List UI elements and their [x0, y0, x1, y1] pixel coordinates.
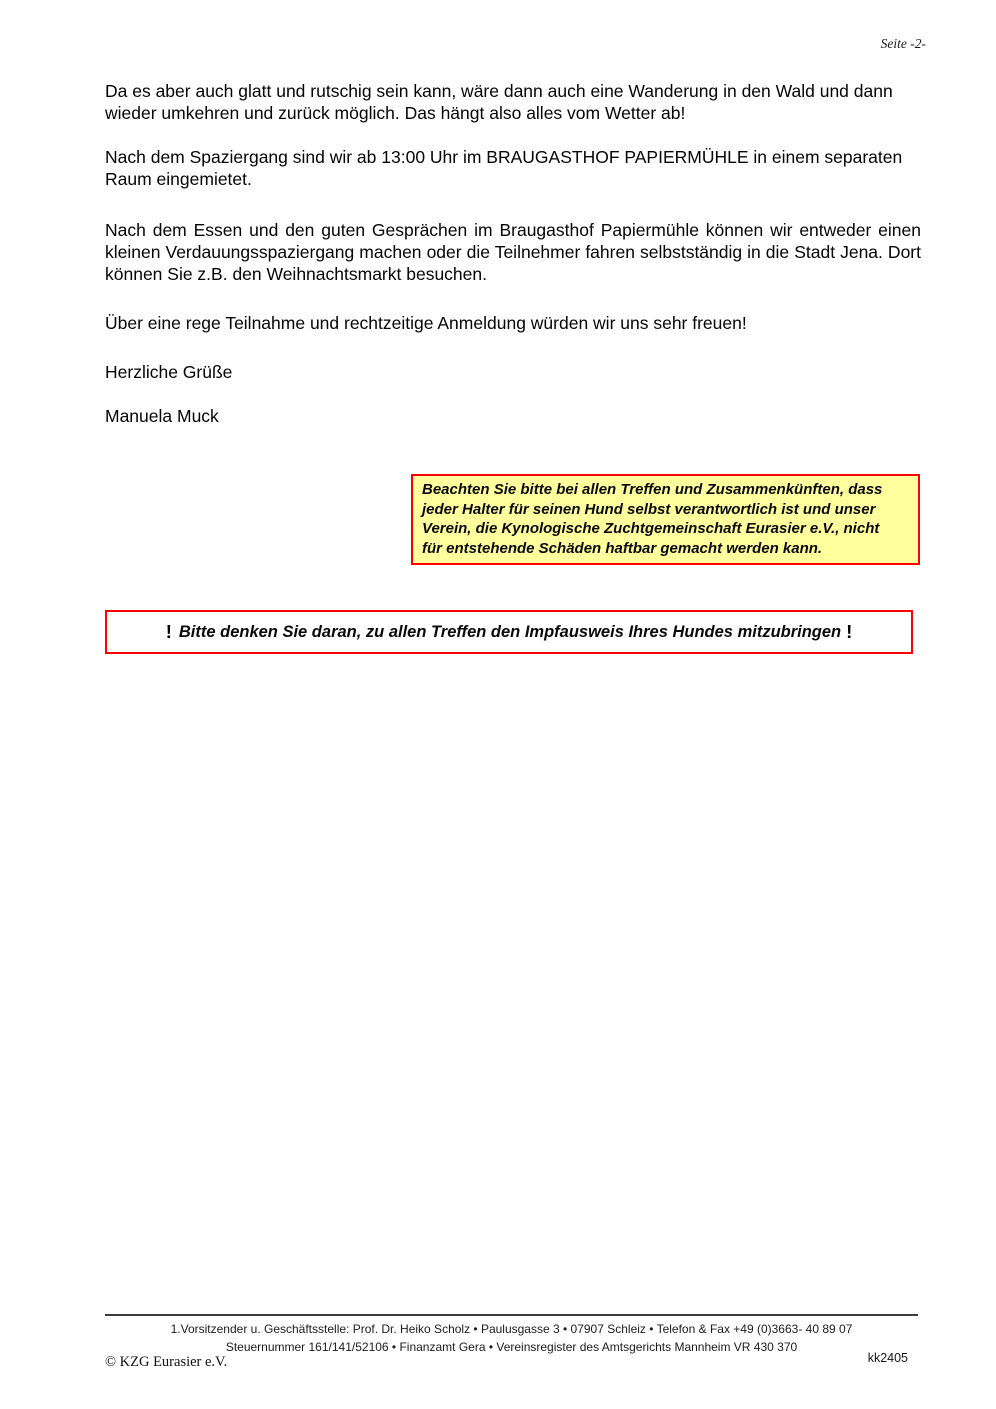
closing-greeting: Herzliche Grüße	[105, 362, 233, 382]
liability-notice-box: Beachten Sie bitte bei allen Treffen und Zusammenkünften, dass jeder Halter für seinen Hund selbst verantwortlich ist und unser Verein, die Kynologische Zuchtgemeinschaft Eurasier e.V., nicht für entstehende Schäden haftbar gemacht werden kann.	[411, 474, 920, 565]
document-code: kk2405	[867, 1351, 908, 1365]
signature-name: Manuela Muck	[105, 406, 219, 426]
paragraph-afternoon-plans: Nach dem Essen und den guten Gesprächen im Braugasthof Papiermühle können wir entweder einen kleinen Verdauungsspaziergang machen oder die Teilnehmer fahren selbstständig in die Stadt Jena. Dort können Sie z.B. den Weihnachtsmarkt besuchen.	[105, 220, 921, 284]
exclamation-mark-left: !	[165, 620, 172, 642]
paragraph-participation-request: Über eine rege Teilnahme und rechtzeitige Anmeldung würden wir uns sehr freuen!	[105, 313, 747, 333]
page-number: Seite -2-	[880, 36, 926, 51]
footer-contact-line: 1.Vorsitzender u. Geschäftsstelle: Prof. Dr. Heiko Scholz • Paulusgasse 3 • 07907 Schleiz • Telefon & Fax +49 (0)3663- 40 89 07	[170, 1322, 853, 1336]
copyright-notice: © KZG Eurasier e.V.	[105, 1354, 228, 1370]
exclamation-mark-right: !	[846, 620, 853, 642]
paragraph-lunch-location: Nach dem Spaziergang sind wir ab 13:00 Uhr im BRAUGASTHOF PAPIERMÜHLE in einem separaten Raum eingemietet.	[105, 147, 903, 189]
paragraph-weather-note: Da es aber auch glatt und rutschig sein kann, wäre dann auch eine Wanderung in den Wald und dann wieder umkehren und zurück möglich. Das hängt also alles vom Wetter ab!	[105, 81, 893, 123]
vaccination-reminder-text: Bitte denken Sie daran, zu allen Treffen den Impfausweis Ihres Hundes mitzubringen	[178, 622, 842, 641]
footer-divider-line	[105, 1314, 918, 1316]
footer-registration-line: Steuernummer 161/141/52106 • Finanzamt Gera • Vereinsregister des Amtsgerichts Mannheim VR 430 370	[225, 1340, 798, 1354]
vaccination-reminder-box	[105, 610, 913, 654]
